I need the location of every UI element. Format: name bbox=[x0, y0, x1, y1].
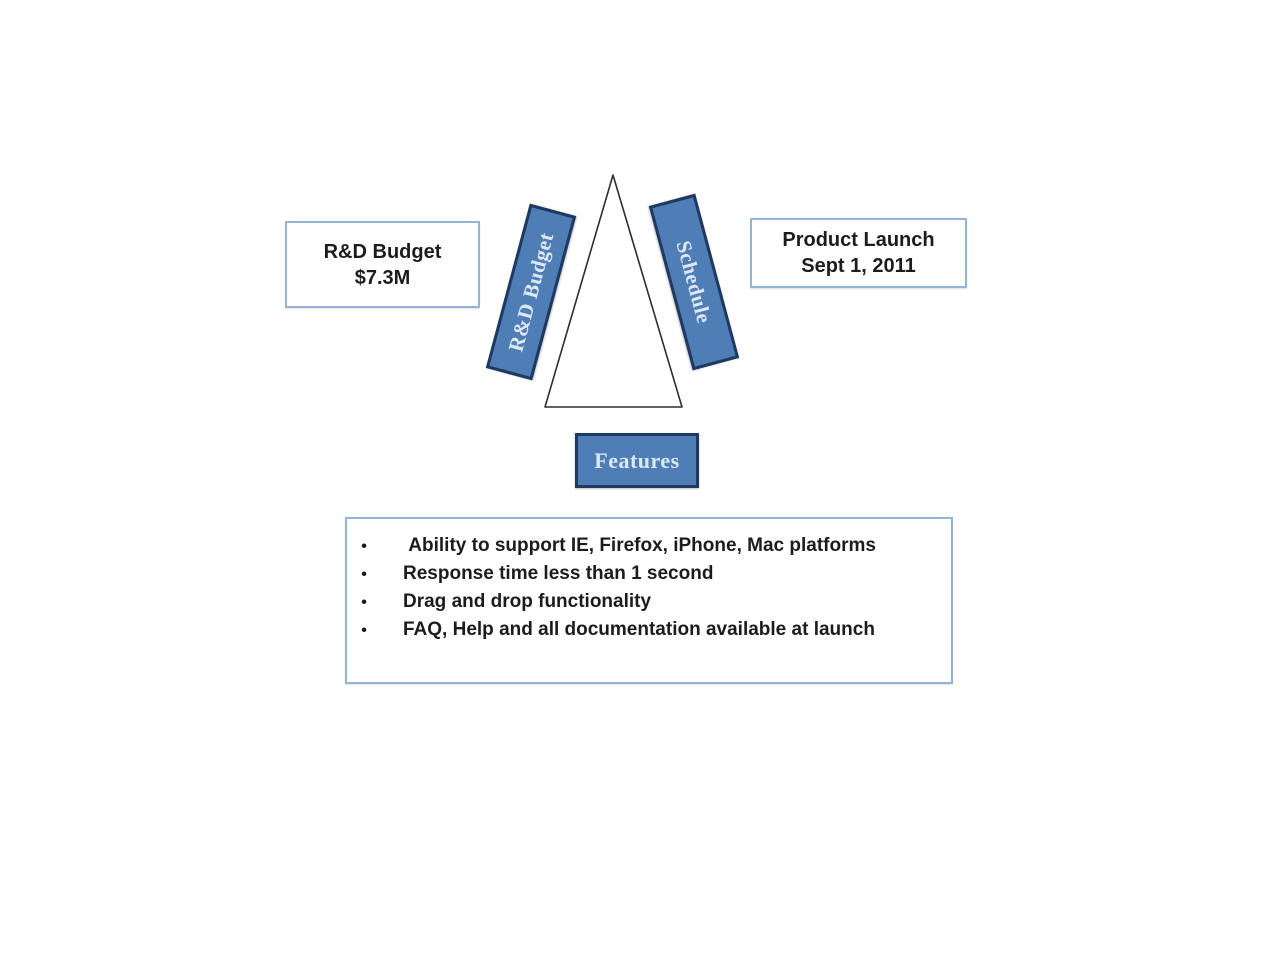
edge-label-right-text: Schedule bbox=[671, 237, 718, 326]
features-detail-box bbox=[345, 517, 953, 684]
feature-bullet-text: Drag and drop functionality bbox=[403, 591, 652, 612]
feature-bullet-item bbox=[347, 532, 951, 560]
triangle-bottom-label-features bbox=[575, 433, 699, 488]
feature-bullet-text: Response time less than 1 second bbox=[403, 563, 714, 584]
feature-bullet-item bbox=[347, 560, 951, 588]
bullet-icon: • bbox=[361, 594, 367, 611]
bullet-icon: • bbox=[361, 538, 367, 555]
product-launch-callout-line2: Sept 1, 2011 bbox=[801, 255, 916, 277]
rd-budget-callout-line2: $7.3M bbox=[354, 266, 411, 289]
product-launch-callout-line1: Product Launch bbox=[782, 229, 935, 251]
feature-bullet-text: Ability to support IE, Firefox, iPhone, Mac platforms bbox=[403, 535, 876, 556]
features-bullet-list bbox=[347, 532, 951, 644]
feature-bullet-item bbox=[347, 588, 951, 616]
bullet-icon: • bbox=[361, 566, 367, 583]
rd-budget-callout-box bbox=[285, 221, 480, 308]
features-label-text: Features bbox=[594, 447, 680, 473]
feature-bullet-item bbox=[347, 616, 951, 644]
bullet-icon: • bbox=[361, 622, 367, 639]
edge-label-left-text: R&D Budget bbox=[503, 229, 558, 355]
feature-bullet-text: FAQ, Help and all documentation available at launch bbox=[403, 619, 875, 640]
rd-budget-callout-line1: R&D Budget bbox=[323, 240, 442, 263]
product-launch-callout-box bbox=[750, 218, 967, 288]
